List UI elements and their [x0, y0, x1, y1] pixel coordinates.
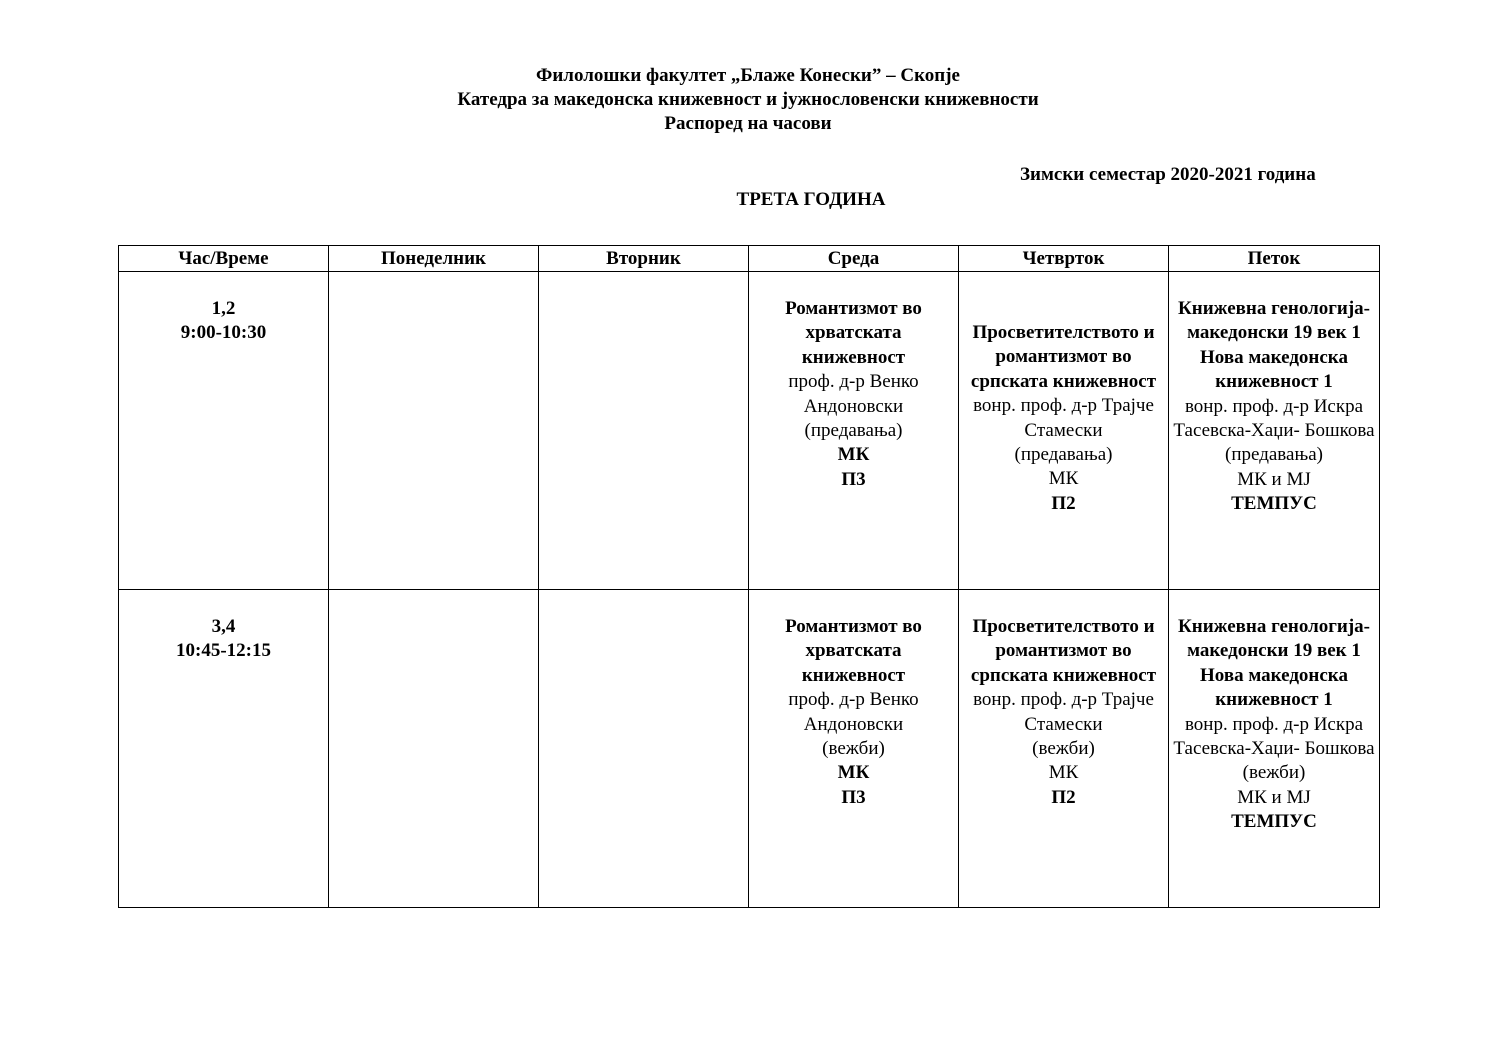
- thursday-cell: [959, 590, 1169, 908]
- semester-label: Зимски семестар 2020-2021 година: [1020, 164, 1316, 185]
- teacher: вонр. проф. д-р Трајче Стамески: [973, 395, 1154, 441]
- group: МК и МЈ: [1237, 468, 1311, 490]
- teacher: вонр. проф. д-р Трајче Стамески: [973, 689, 1154, 735]
- course-title: Просветителството и романтизмот во српската книжевност: [970, 322, 1157, 392]
- table-row: [119, 590, 1380, 908]
- teacher: вонр. проф. д-р Искра Тасевска-Хаџи- Бошкова: [1173, 395, 1375, 442]
- department-name: Катедра за македонска книжевност и јужнословенски книжевности: [457, 89, 1039, 110]
- wednesday-cell: [749, 272, 959, 590]
- tuesday-cell: [539, 272, 749, 590]
- class-type: (вежби): [822, 738, 885, 760]
- col-header-friday: Петок: [1169, 246, 1380, 272]
- slot-time: 10:45-12:15: [176, 640, 271, 662]
- group: МК: [837, 762, 870, 784]
- schedule-table: [118, 245, 1380, 908]
- room: ТЕМПУС: [1231, 811, 1317, 833]
- header-row: [119, 246, 1380, 272]
- teacher: проф. д-р Венко Андоновски: [788, 371, 919, 417]
- teacher: вонр. проф. д-р Искра Тасевска-Хаџи- Бошкова: [1173, 713, 1375, 760]
- course-title-secondary: Нова македонска книжевност 1: [1200, 346, 1348, 393]
- course-title: Романтизмот во хрватската книжевност: [785, 298, 922, 368]
- group: МК: [837, 444, 870, 466]
- teacher: проф. д-р Венко Андоновски: [788, 689, 919, 735]
- document-header: [0, 64, 1496, 136]
- room: ТЕМПУС: [1231, 493, 1317, 515]
- group: МК: [1048, 468, 1079, 490]
- slot-number: 3,4: [211, 616, 236, 637]
- slot-time: 9:00-10:30: [180, 322, 267, 344]
- col-header-time: Час/Време: [119, 246, 329, 272]
- class-type: (предавања): [804, 420, 903, 442]
- monday-cell: [329, 590, 539, 908]
- class-type: (вежби): [1032, 738, 1095, 760]
- course-title: Романтизмот во хрватската книжевност: [785, 616, 922, 686]
- time-cell: [119, 590, 329, 908]
- room: П3: [841, 786, 866, 808]
- room: П2: [1051, 786, 1076, 808]
- slot-number: 1,2: [211, 298, 236, 319]
- friday-cell: [1169, 590, 1380, 908]
- monday-cell: [329, 272, 539, 590]
- col-header-wednesday: Среда: [749, 246, 959, 272]
- class-type: (предавања): [1225, 444, 1323, 466]
- room: П3: [841, 468, 866, 490]
- year-label: ТРЕТА ГОДИНА: [736, 189, 886, 210]
- group: МК: [1048, 762, 1079, 784]
- faculty-name: Филолошки факултет „Блаже Конески” – Скопје: [536, 65, 960, 86]
- col-header-thursday: Четврток: [959, 246, 1169, 272]
- col-header-monday: Понеделник: [329, 246, 539, 272]
- document-title: Распоред на часови: [664, 113, 832, 134]
- wednesday-cell: [749, 590, 959, 908]
- time-cell: [119, 272, 329, 590]
- course-title: Книжевна генологија-македонски 19 век 1: [1178, 616, 1370, 662]
- course-title: Просветителството и романтизмот во српската книжевност: [970, 616, 1157, 686]
- group: МК и МЈ: [1237, 786, 1311, 808]
- course-title: Книжевна генологија-македонски 19 век 1: [1178, 298, 1370, 344]
- thursday-cell: [959, 272, 1169, 590]
- course-title-secondary: Нова македонска книжевност 1: [1200, 664, 1348, 711]
- class-type: (вежби): [1242, 762, 1306, 784]
- tuesday-cell: [539, 590, 749, 908]
- col-header-tuesday: Вторник: [539, 246, 749, 272]
- class-type: (предавања): [1014, 444, 1113, 466]
- room: П2: [1051, 492, 1076, 514]
- friday-cell: [1169, 272, 1380, 590]
- table-row: [119, 272, 1380, 590]
